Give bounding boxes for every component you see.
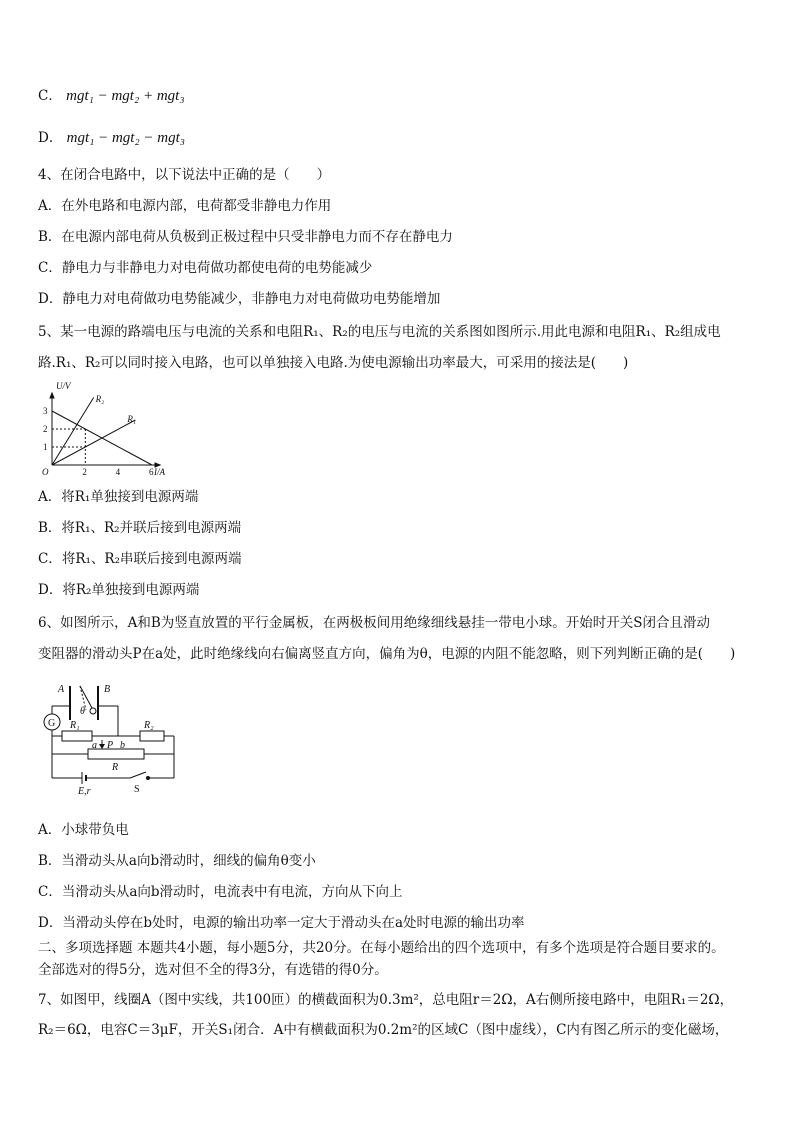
y-tick-label: 3 bbox=[43, 406, 48, 416]
label-plate-a: A bbox=[58, 684, 65, 695]
q4-option-c: C．静电力与非静电力对电荷做功都使电荷的电势能减少 bbox=[38, 260, 373, 276]
x-tick-label: 2 bbox=[82, 467, 87, 477]
label-theta: θ bbox=[80, 706, 85, 717]
series-line-1 bbox=[52, 420, 135, 465]
y-tick-label: 2 bbox=[43, 424, 48, 434]
label-s: S bbox=[134, 784, 140, 795]
q3-option-c-expr: mgt₁ − mgt₂ + mgt₃ bbox=[66, 88, 185, 104]
series-label-r1: R₁ bbox=[127, 414, 136, 424]
q3-option-d-expr: mgt₁ − mgt₂ − mgt₃ bbox=[66, 130, 186, 146]
q4-option-a: A．在外电路和电源内部，电荷都受非静电力作用 bbox=[38, 198, 332, 214]
q5-stem-line1: 5、某一电源的路端电压与电流的关系和电阻R₁、R₂的电压与电流的关系图如图所示.用此电源和电阻R₁、R₂组成电 bbox=[38, 324, 721, 340]
q7-line2: R₂＝6Ω，电容C＝3μF，开关S₁闭合．A中有横截面积为0.2m²的区域C（图中虚线），C内有图乙所示的变化磁场， bbox=[38, 1022, 729, 1038]
y-axis-arrow bbox=[50, 393, 54, 398]
q5-ui-graph bbox=[36, 381, 176, 477]
q6-option-d: D．当滑动头停在b处时，电源的输出功率一定大于滑动头在a处时电源的输出功率 bbox=[38, 915, 525, 931]
x-tick-label: 4 bbox=[115, 467, 121, 477]
charged-ball bbox=[90, 708, 96, 714]
q4-option-b: B．在电源内部电荷从负极到正极过程中只受非静电力而不存在静电力 bbox=[38, 229, 453, 245]
q6-option-a: A．小球带负电 bbox=[38, 822, 129, 838]
q3-option-c-label: C． bbox=[38, 88, 62, 104]
label-plate-b: B bbox=[104, 684, 111, 695]
q5-option-d: D．将R₂单独接到电源两端 bbox=[38, 582, 200, 598]
q3-option-d-label: D． bbox=[38, 130, 63, 146]
label-g: G bbox=[48, 718, 56, 729]
q5-option-a: A．将R₁单独接到电源两端 bbox=[38, 489, 199, 505]
q5-option-b: B．将R₁、R₂并联后接到电源两端 bbox=[38, 520, 242, 536]
label-r2: R₂ bbox=[144, 720, 154, 731]
q6-stem-line1: 6、如图所示，A和B为竖直放置的平行金属板，在两极板间用绝缘细线悬挂一带电小球。开始时开关S闭合且滑动 bbox=[38, 615, 711, 631]
section2-instructions: 全部选对的得5分，选对但不全的得3分，有选错的得0分。 bbox=[38, 962, 388, 978]
label-r: R bbox=[112, 762, 119, 773]
q6-option-b: B．当滑动头从a向b滑动时，细线的偏角θ变小 bbox=[38, 853, 316, 869]
resistor-r2 bbox=[140, 731, 164, 741]
series-label-r2: R₂ bbox=[95, 394, 105, 404]
origin-label: O bbox=[42, 467, 49, 477]
q6-circuit-diagram bbox=[36, 680, 186, 800]
series-line-0 bbox=[52, 398, 94, 466]
label-r1: R₁ bbox=[70, 720, 80, 731]
x-tick-label: 6 bbox=[149, 467, 154, 477]
q4-stem: 4、在闭合电路中，以下说法中正确的是（ ） bbox=[38, 167, 331, 183]
q6-option-c: C．当滑动头从a向b滑动时，电流表中有电流，方向从下向上 bbox=[38, 884, 403, 900]
y-tick-label: 1 bbox=[43, 442, 48, 452]
q5-option-c: C．将R₁、R₂串联后接到电源两端 bbox=[38, 551, 242, 567]
q3-option-d bbox=[38, 128, 185, 148]
x-axis-label: I/A bbox=[154, 467, 165, 477]
q4-option-d: D．静电力对电荷做功电势能减少，非静电力对电荷做功电势能增加 bbox=[38, 291, 441, 307]
q6-stem-line2: 变阻器的滑动头P在a处，此时绝缘线向右偏离竖直方向，偏角为θ，电源的内阻不能忽略，则下列判断正确的是( ) bbox=[38, 646, 736, 662]
label-a: a bbox=[92, 740, 97, 751]
label-p: P bbox=[107, 740, 114, 751]
label-er: E,r bbox=[78, 786, 91, 797]
label-b: b bbox=[120, 740, 125, 751]
q3-option-c bbox=[38, 86, 185, 106]
q7-line1: 7、如图甲，线圈A（图中实线，共100匝）的横截面积为0.3m²，总电阻r＝2Ω，A右侧所接电路中，电阻R₁＝2Ω， bbox=[38, 992, 734, 1008]
section2-heading: 二、多项选择题 本题共4小题，每小题5分，共20分。在每小题给出的四个选项中，有多个选项是符合题目要求的。 bbox=[38, 940, 725, 956]
switch-s bbox=[130, 772, 146, 778]
resistor-r1 bbox=[62, 731, 92, 741]
thread bbox=[80, 686, 92, 708]
y-axis-label: U/V bbox=[56, 381, 71, 391]
q5-stem-line2: 路.R₁、R₂可以同时接入电路，也可以单独接入电路.为使电源输出功率最大，可采用的接法是( ) bbox=[38, 355, 629, 371]
